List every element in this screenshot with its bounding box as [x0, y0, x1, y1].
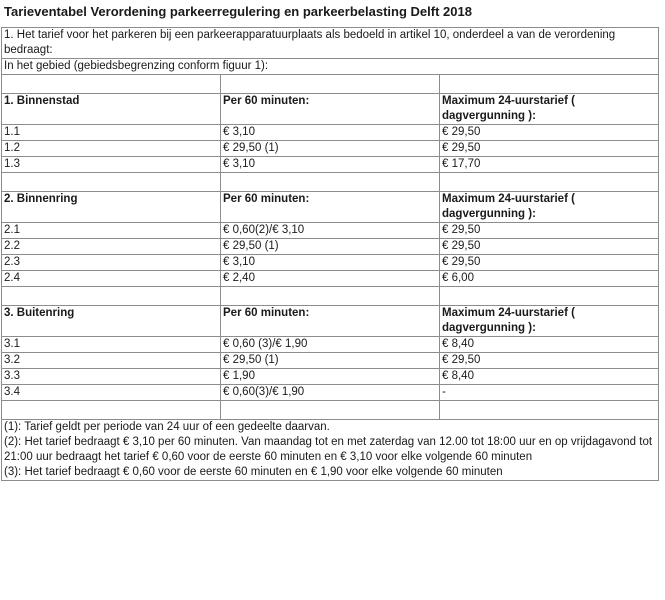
zone-code: 1.3 [2, 157, 221, 173]
zone-code: 2.4 [2, 271, 221, 287]
footnotes-row [2, 420, 659, 481]
hourly-rate: € 2,40 [221, 271, 440, 287]
footnotes-cell [2, 420, 659, 481]
spacer-row [2, 287, 659, 306]
spacer-row [2, 401, 659, 420]
section-name: 2. Binnenring [2, 192, 221, 223]
table-row [2, 125, 659, 141]
day-max-rate: € 17,70 [440, 157, 659, 173]
table-row [2, 385, 659, 401]
zone-code: 3.3 [2, 369, 221, 385]
hourly-rate: € 0,60(2)/€ 3,10 [221, 223, 440, 239]
day-max-rate: € 6,00 [440, 271, 659, 287]
section-name: 3. Buitenring [2, 306, 221, 337]
section-col-rate: Per 60 minuten: [221, 94, 440, 125]
table-row [2, 141, 659, 157]
hourly-rate: € 0,60(3)/€ 1,90 [221, 385, 440, 401]
area-row [2, 59, 659, 75]
zone-code: 1.2 [2, 141, 221, 157]
section-header-row [2, 94, 659, 125]
day-max-rate: € 8,40 [440, 337, 659, 353]
day-max-rate: € 29,50 [440, 239, 659, 255]
section-col-rate: Per 60 minuten: [221, 306, 440, 337]
zone-code: 2.1 [2, 223, 221, 239]
document-title: Tarieventabel Verordening parkeerregulering en parkeerbelasting Delft 2018 [4, 4, 472, 19]
section-col-max: Maximum 24-uurstarief ( dagvergunning ): [440, 306, 659, 337]
day-max-rate: € 29,50 [440, 353, 659, 369]
zone-code: 1.1 [2, 125, 221, 141]
zone-code: 3.2 [2, 353, 221, 369]
zone-code: 3.1 [2, 337, 221, 353]
hourly-rate: € 29,50 (1) [221, 141, 440, 157]
zone-code: 2.2 [2, 239, 221, 255]
section-header-row [2, 192, 659, 223]
day-max-rate: € 29,50 [440, 255, 659, 271]
spacer-row [2, 75, 659, 94]
day-max-rate: € 29,50 [440, 125, 659, 141]
footnote-1: (1): Tarief geldt per periode van 24 uur of een gedeelte daarvan. [4, 421, 330, 433]
footnote-2: (2): Het tarief bedraagt € 3,10 per 60 minuten. Van maandag tot en met zaterdag van 12.00 tot 18:00 uur en op vrijdagavond tot 21:00 uur bedraagt het tarief € 0,60 voor de eerste 60 minuten en € 3,10 voor elke volgende 60 minuten [4, 436, 653, 463]
zone-code: 2.3 [2, 255, 221, 271]
area-cell: In het gebied (gebiedsbegrenzing conform figuur 1): [2, 59, 659, 75]
hourly-rate: € 3,10 [221, 157, 440, 173]
table-row [2, 239, 659, 255]
day-max-rate: € 29,50 [440, 141, 659, 157]
tariff-table [1, 27, 659, 481]
hourly-rate: € 29,50 (1) [221, 353, 440, 369]
table-row [2, 353, 659, 369]
hourly-rate: € 0,60 (3)/€ 1,90 [221, 337, 440, 353]
section-header-row [2, 306, 659, 337]
intro-cell: 1. Het tarief voor het parkeren bij een parkeerapparatuurplaats als bedoeld in artikel 10, onderdeel a van de verordening bedraagt: [2, 28, 659, 59]
section-col-rate: Per 60 minuten: [221, 192, 440, 223]
intro-row [2, 28, 659, 59]
table-row [2, 271, 659, 287]
footnote-3: (3): Het tarief bedraagt € 0,60 voor de eerste 60 minuten en € 1,90 voor elke volgende 60 minuten [4, 466, 503, 478]
hourly-rate: € 3,10 [221, 255, 440, 271]
day-max-rate: € 8,40 [440, 369, 659, 385]
table-row [2, 337, 659, 353]
hourly-rate: € 29,50 (1) [221, 239, 440, 255]
hourly-rate: € 3,10 [221, 125, 440, 141]
table-row [2, 157, 659, 173]
zone-code: 3.4 [2, 385, 221, 401]
table-row [2, 223, 659, 239]
table-row [2, 255, 659, 271]
section-col-max: Maximum 24-uurstarief ( dagvergunning ): [440, 192, 659, 223]
day-max-rate: - [440, 385, 659, 401]
table-row [2, 369, 659, 385]
spacer-row [2, 173, 659, 192]
day-max-rate: € 29,50 [440, 223, 659, 239]
hourly-rate: € 1,90 [221, 369, 440, 385]
section-col-max: Maximum 24-uurstarief ( dagvergunning ): [440, 94, 659, 125]
section-name: 1. Binnenstad [2, 94, 221, 125]
